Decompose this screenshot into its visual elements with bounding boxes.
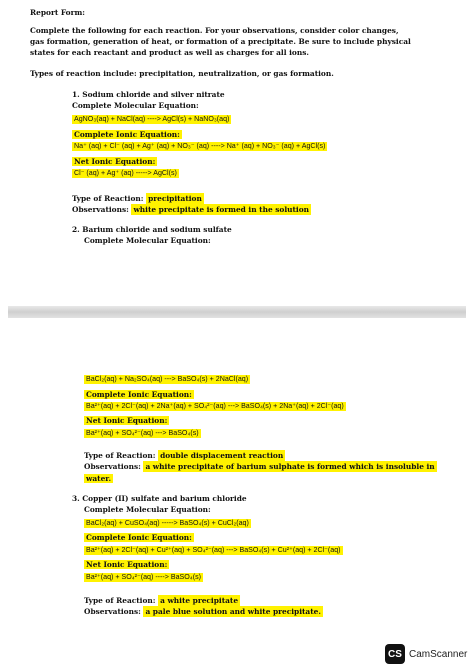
r2-title: 2. Barium chloride and sodium sulfate — [72, 225, 232, 234]
types-line: Types of reaction include: precipitation, neutralization, or gas formation. — [30, 69, 334, 78]
r1-obs-label: Observations: — [72, 205, 129, 214]
r1-nie-label: Net Ionic Equation: — [74, 157, 156, 166]
r1-cie-equation: Na⁺ (aq) + Cl⁻ (aq) + Ag⁺ (aq) + NO₃⁻ (aq) ----> Na⁺ (aq) + NO₃⁻ (aq) + AgCl(s) — [74, 142, 326, 150]
r1-type-value: precipitation — [148, 194, 202, 203]
r2-obs-value-1: a white precipitate of barium sulphate is formed which is insoluble in — [145, 462, 435, 471]
r1-type-label: Type of Reaction: — [72, 194, 144, 203]
report-title: Report Form: — [30, 8, 86, 17]
r2-cie-equation: Ba²⁺(aq) + 2Cl⁻(aq) + 2Na⁺(aq) + SO₄²⁻(aq) ---> BaSO₄(s) + 2Na⁺(aq) + 2Cl⁻(aq) — [86, 402, 344, 410]
r3-type-label: Type of Reaction: — [84, 596, 156, 605]
r2-obs-row — [84, 463, 437, 470]
camscanner-label: CamScanner — [409, 649, 468, 660]
r2-cme-equation: BaCl₂(aq) + Na₂SO₄(aq) ---> BaSO₄(s) + 2NaCl(aq) — [86, 375, 249, 383]
r2-nie-equation: Ba²⁺(aq) + SO₄²⁻(aq) ---> BaSO₄(s) — [86, 429, 199, 437]
r2-type-label: Type of Reaction: — [84, 451, 156, 460]
r3-cie-equation: Ba²⁺(aq) + 2Cl⁻(aq) + Cu²⁺(aq) + SO₄²⁻(aq) ---> BaSO₄(s) + Cu²⁺(aq) + 2Cl⁻(aq) — [86, 546, 341, 554]
r3-obs-label: Observations: — [84, 607, 141, 616]
r2-obs-label: Observations: — [84, 462, 141, 471]
r3-nie-equation: Ba²⁺(aq) + SO₄²⁻(aq) ----> BaSO₄(s) — [86, 573, 201, 581]
instructions-line-1: Complete the following for each reaction. For your observations, consider color changes, — [30, 26, 399, 35]
r3-nie-label: Net Ionic Equation: — [86, 560, 168, 569]
r2-type-value: double displacement reaction — [160, 451, 284, 460]
r1-cie-label: Complete Ionic Equation: — [74, 130, 180, 139]
r2-cme-label: Complete Molecular Equation: — [84, 236, 211, 245]
r1-nie-equation: Cl⁻ (aq) + Ag⁺ (aq) -----> AgCl(s) — [74, 169, 177, 177]
r2-cie-label: Complete Ionic Equation: — [86, 390, 192, 399]
r3-cie-label: Complete Ionic Equation: — [86, 533, 192, 542]
r1-title: 1. Sodium chloride and silver nitrate — [72, 90, 225, 99]
r3-cme-label: Complete Molecular Equation: — [84, 505, 211, 514]
r1-cme-equation: AgNO₃(aq) + NaCl(aq) ----> AgCl(s) + NaNO₃(aq) — [74, 115, 230, 123]
r3-obs-value: a pale blue solution and white precipitate. — [145, 607, 321, 616]
r1-type-row — [72, 195, 204, 202]
r1-obs-row — [72, 206, 311, 213]
page-divider — [8, 306, 466, 318]
camscanner-logo-icon: CS — [385, 644, 405, 664]
r3-obs-row — [84, 608, 323, 615]
r2-obs-value-2: water. — [86, 474, 112, 483]
r3-cme-equation: BaCl₂(aq) + CuSO₄(aq) -----> BaSO₄(s) + CuCl₂(aq) — [86, 519, 249, 527]
r3-type-value: a white precipitate — [160, 596, 239, 605]
r1-obs-value: white precipitate is formed in the solution — [133, 205, 310, 214]
r3-type-row — [84, 597, 240, 604]
r2-nie-label: Net Ionic Equation: — [86, 416, 168, 425]
r1-cme-label: Complete Molecular Equation: — [72, 101, 199, 110]
instructions-line-2: gas formation, generation of heat, or formation of a precipitate. Be sure to include physical — [30, 37, 411, 46]
r2-type-row — [84, 452, 285, 459]
instructions-line-3: states for each reactant and product as well as charges for all ions. — [30, 48, 309, 57]
r3-title: 3. Copper (II) sulfate and barium chloride — [72, 494, 247, 503]
